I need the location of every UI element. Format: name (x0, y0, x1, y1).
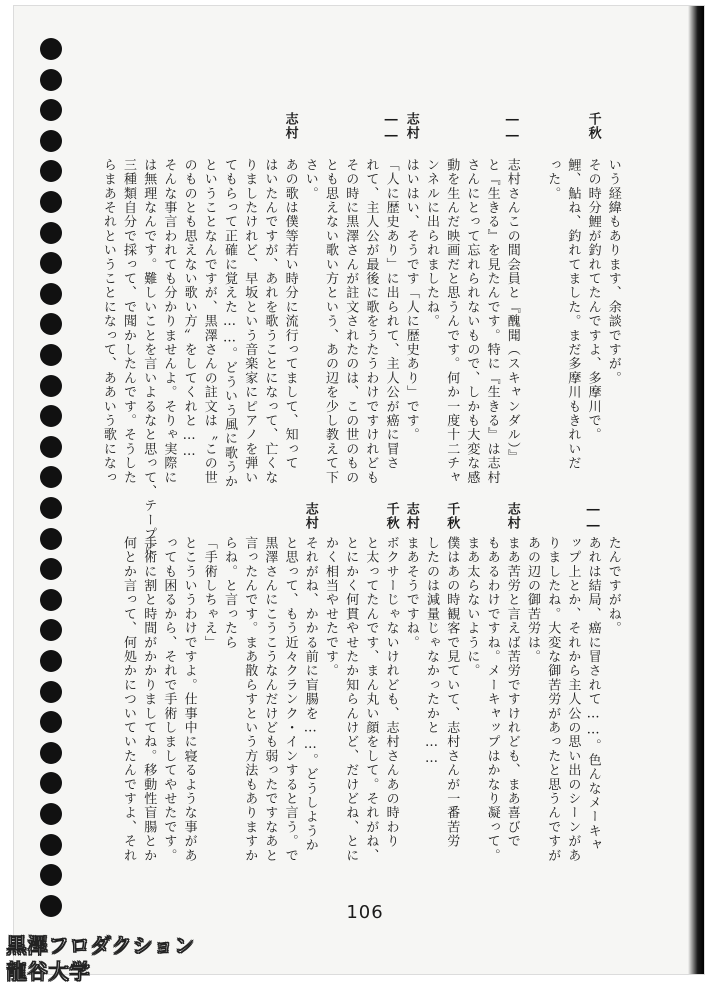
binder-hole (40, 864, 62, 886)
dialogue-line: 「人に歴史あり」に出られて、主人公が癌に冒さ (383, 158, 399, 471)
dialogue-line: いう経緯もあります、余談ですが。 (605, 158, 621, 386)
dialogue-line: りましたけれど、早坂という音楽家にピアノを弾い (242, 158, 258, 485)
dialogue-line: 言ったんです。まあ散らすという方法もありますか (242, 536, 258, 863)
dialogue-line: かく相当やせたです。 (323, 536, 338, 678)
speaker-label: 千秋 (444, 502, 460, 531)
dialogue-line: とにかく何貫やせたか知らんけど、だけどね、とに (343, 536, 359, 863)
page-edge-shadow (688, 6, 704, 974)
binder-holes (40, 38, 64, 938)
binder-hole (40, 313, 62, 335)
credit-production: 黒澤フロダクション (6, 934, 195, 958)
speaker-label: 千秋 (383, 502, 399, 531)
dialogue-line: 黒澤さんにこうこうなんだけども弱ったですなあと (262, 536, 278, 863)
binder-hole (40, 191, 62, 213)
binder-hole (40, 772, 62, 794)
binder-hole (40, 466, 62, 488)
dialogue-line: あの辺の御苦労は。 (525, 536, 540, 664)
speaker-label: 千秋 (585, 112, 601, 141)
binder-hole (40, 69, 62, 91)
dialogue-line: っても困るから、それで手術しましてやせたです。 (161, 536, 177, 863)
binder-hole (40, 711, 62, 733)
binder-hole (40, 589, 62, 611)
binder-hole (40, 742, 62, 764)
dialogue-line: はいたんですが、あれを歌うことになって、亡くな (262, 158, 278, 485)
binder-hole (40, 405, 62, 427)
binder-hole (40, 222, 62, 244)
dialogue-line: まあそうですね。 (403, 536, 419, 650)
dialogue-line: まあ太らないように。 (464, 536, 480, 678)
dialogue-line: もあるわけですね。メーキャップはかなり凝って。 (484, 536, 500, 863)
dialogue-line: 何とか言って、何処かについていたんですよ、それ (121, 536, 136, 863)
dialogue-line: あれは結局、癌に冒されて……。色んなメーキャ (585, 536, 601, 853)
dialogue-line: とも思えない歌い方という、あの辺を少し教えて下 (323, 158, 338, 485)
binder-hole (40, 252, 62, 274)
binder-hole (40, 99, 62, 121)
binder-hole (40, 895, 62, 917)
speaker-label: 志村 (403, 502, 419, 531)
dialogue-line: ップ上とか、それから主人公の思い出のシーンがあ (565, 536, 581, 863)
dialogue-line: ンネルに出られましたね。 (424, 158, 439, 329)
dialogue-line: したのは減量じゃなかったかと…… (424, 536, 439, 768)
binder-hole (40, 619, 62, 641)
binder-hole (40, 681, 62, 703)
dialogue-line: 三種類自分で採って、で聞かしたんです。そうした (121, 158, 136, 485)
dialogue-line: 「手術しちゃえ」 (201, 536, 217, 650)
speaker-label: 志村 (302, 502, 318, 531)
speaker-label: ―― (585, 502, 601, 535)
dialogue-line: さい。 (302, 158, 318, 201)
dialogue-line: らね。と言ったら (222, 536, 237, 650)
binder-hole (40, 160, 62, 182)
binder-hole (40, 375, 62, 397)
dialogue-line: った。 (545, 158, 561, 201)
dialogue-line: と『生きる』を見たんです。特に『生きる』は志村 (484, 158, 500, 485)
speaker-label: ―― (504, 112, 520, 145)
binder-hole (40, 834, 62, 856)
binder-hole (40, 283, 62, 305)
binder-hole (40, 130, 62, 152)
dialogue-line: と思って、もう近々クランク・インすると言う。で (282, 536, 298, 863)
speaker-label: 志村 (282, 112, 298, 141)
speaker-label: 志村 (403, 112, 419, 141)
dialogue-line: 手術に割と時間がかかりましてね。移動性盲腸とか (141, 536, 157, 863)
speaker-label: ―― (383, 112, 399, 145)
dialogue-line: まあ苦労と言えば苦労ですけれども、まあ喜びで (504, 536, 520, 849)
binder-hole (40, 528, 62, 550)
dialogue-line: 僕はあの時観客で見ていて、志村さんが一番苦労 (444, 536, 460, 849)
dialogue-line: とこういうわけですよ。仕事中に寝るような事があ (181, 536, 197, 863)
dialogue-line: はいはい、そうです「人に歴史あり」です。 (403, 158, 419, 442)
dialogue-line: てもらって正確に覚えた……。どういう風に歌うか (222, 158, 237, 489)
binder-hole (40, 650, 62, 672)
binder-hole (40, 803, 62, 825)
dialogue-line: その時分鯉が釣れてたんですよ、多摩川で。 (585, 158, 601, 442)
dialogue-line: あの歌は僕等若い時分に流行ってまして、知って (282, 158, 298, 471)
dialogue-line: のものとも思えない歌い方〟をしてくれと…… (181, 158, 197, 461)
dialogue-line: さんにとって忘れられないもので、しかも大変な感 (464, 158, 480, 485)
dialogue-line: れて、主人公が最後に歌をうたうわけですけれども (363, 158, 379, 485)
binder-hole (40, 558, 62, 580)
dialogue-line: そんな事言われても分かりませんよ。そりゃ実際に (161, 158, 177, 485)
binder-hole (40, 497, 62, 519)
dialogue-line: は無理なんです。難しいことを言いよるなと思って、テープに (141, 158, 157, 556)
dialogue-line: と太ってたんです、まん丸い顔をして。それがね、 (363, 536, 379, 863)
dialogue-line: ボクサーじゃないけれども、志村さんあの時わり (383, 536, 399, 849)
dialogue-line: その時に黒澤さんが註文されたのは、この世のもの (343, 158, 359, 485)
bottom-dialogue-section (106, 502, 626, 866)
page-number: 106 (346, 902, 384, 923)
speaker-label: 志村 (504, 502, 520, 531)
dialogue-line: ということなんですが、黒澤さんの註文は〝この世 (201, 158, 217, 485)
dialogue-line: りましたね。大変な御苦労があったと思うんですが (545, 536, 561, 863)
top-dialogue-section (100, 112, 626, 556)
dialogue-line: らまあそれということになって、ああいう歌になっ (100, 158, 116, 485)
binder-hole (40, 38, 62, 60)
binder-hole (40, 344, 62, 366)
dialogue-line: 志村さんこの間会員と『醜聞（スキャンダル）』 (504, 158, 520, 464)
credit-university: 龍谷大学 (6, 960, 90, 984)
dialogue-line: それがね、かかる前に盲腸を……。どうしようか (302, 536, 318, 853)
dialogue-line: 動を生んだ映画だと思うんです。何か一度十二チャ (444, 158, 460, 485)
binder-hole (40, 436, 62, 458)
dialogue-line: たんですがね。 (605, 536, 621, 636)
dialogue-line: 鯉、鮎ね、釣れてました。まだ多摩川もきれいだ (565, 158, 581, 471)
